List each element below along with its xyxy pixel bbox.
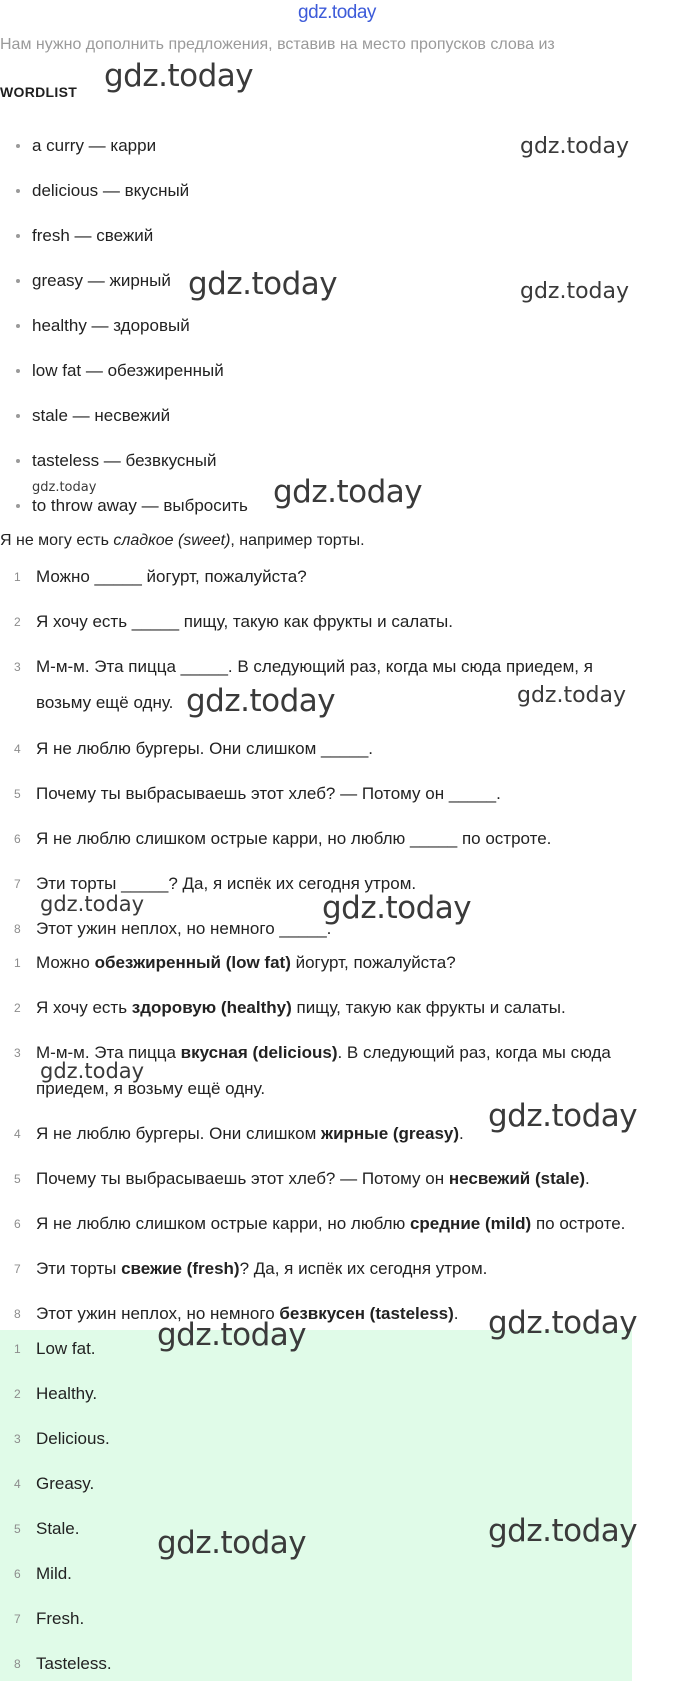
watermark: gdz.today	[520, 134, 630, 159]
bullet-icon	[16, 234, 20, 238]
watermark: gdz.today	[488, 1098, 638, 1134]
bullet-icon	[16, 369, 20, 373]
question-row-continuation: возьму ещё одну.	[36, 693, 174, 712]
question-row: 2 Я хочу есть _____ пищу, такую как фрукты и салаты.	[14, 612, 453, 631]
watermark: gdz.today	[322, 890, 472, 926]
question-row: 8 Этот ужин неплох, но немного _____.	[14, 919, 332, 938]
watermark: gdz.today	[157, 1317, 307, 1353]
wordlist-item: fresh — свежий	[16, 226, 153, 246]
filled-row: 2 Я хочу есть здоровую (healthy) пищу, такую как фрукты и салаты.	[14, 998, 566, 1017]
answer-row: 1 Low fat.	[14, 1339, 96, 1358]
answer-row: 3 Delicious.	[14, 1429, 110, 1448]
wordlist-item: low fat — обезжиренный	[16, 361, 224, 381]
watermark: gdz.today	[520, 279, 630, 304]
filled-row: 1 Можно обезжиренный (low fat) йогурт, пожалуйста?	[14, 953, 456, 972]
watermark: gdz.today	[157, 1525, 307, 1561]
answers-panel	[0, 1330, 632, 1681]
filled-row: 4 Я не люблю бургеры. Они слишком жирные (greasy).	[14, 1124, 464, 1143]
answer-row: 5 Stale.	[14, 1519, 80, 1538]
wordlist-item: stale — несвежий	[16, 406, 170, 426]
bullet-icon	[16, 324, 20, 328]
answer-row: 6 Mild.	[14, 1564, 72, 1583]
example-sentence: Я не могу есть сладкое (sweet), например торты.	[0, 532, 365, 549]
wordlist-item: a curry — карри	[16, 136, 156, 156]
site-logo[interactable]: gdz.today	[298, 2, 376, 23]
intro-text: Нам нужно дополнить предложения, вставив на место пропусков слова из	[0, 36, 555, 53]
watermark: gdz.today	[188, 266, 338, 302]
wordlist-item: greasy — жирный	[16, 271, 171, 291]
watermark: gdz.today	[517, 683, 627, 708]
watermark: gdz.today	[186, 683, 336, 719]
example-italic: сладкое (sweet)	[113, 532, 231, 549]
filled-row: 6 Я не люблю слишком острые карри, но люблю средние (mild) по остроте.	[14, 1214, 626, 1233]
watermark: gdz.today	[104, 58, 254, 94]
question-row: 5 Почему ты выбрасываешь этот хлеб? — Потому он _____.	[14, 784, 501, 803]
filled-row: 8 Этот ужин неплох, но немного безвкусен (tasteless).	[14, 1304, 459, 1323]
wordlist-item: healthy — здоровый	[16, 316, 190, 336]
watermark: gdz.today	[488, 1513, 638, 1549]
question-row: 1 Можно _____ йогурт, пожалуйста?	[14, 567, 307, 586]
wordlist-item: delicious — вкусный	[16, 181, 189, 201]
watermark: gdz.today	[273, 474, 423, 510]
wordlist-item: tasteless — безвкусный	[16, 451, 217, 471]
bullet-icon	[16, 144, 20, 148]
question-row: 7 Эти торты _____? Да, я испёк их сегодня утром.	[14, 874, 417, 893]
question-row: 4 Я не люблю бургеры. Они слишком _____.	[14, 739, 374, 758]
watermark: gdz.today	[488, 1305, 638, 1341]
answer-row: 8 Tasteless.	[14, 1654, 112, 1673]
bullet-icon	[16, 279, 20, 283]
watermark: gdz.today	[32, 480, 97, 495]
question-row: 3 М-м-м. Эта пицца _____. В следующий раз, когда мы сюда приедем, я	[14, 657, 593, 676]
answer-row: 4 Greasy.	[14, 1474, 95, 1493]
bullet-icon	[16, 459, 20, 463]
wordlist-item: to throw away — выбросить	[16, 496, 248, 516]
answer-row: 7 Fresh.	[14, 1609, 85, 1628]
bullet-icon	[16, 414, 20, 418]
watermark: gdz.today	[40, 892, 145, 916]
question-row: 6 Я не люблю слишком острые карри, но люблю _____ по остроте.	[14, 829, 552, 848]
filled-row: 5 Почему ты выбрасываешь этот хлеб? — Потому он несвежий (stale).	[14, 1169, 590, 1188]
filled-row: 7 Эти торты свежие (fresh)? Да, я испёк их сегодня утром.	[14, 1259, 488, 1278]
watermark: gdz.today	[40, 1059, 145, 1083]
filled-row: 3 М-м-м. Эта пицца вкусная (delicious). В следующий раз, когда мы сюда	[14, 1043, 611, 1062]
bullet-icon	[16, 504, 20, 508]
wordlist-title: WORDLIST	[0, 84, 78, 100]
filled-row-continuation: приедем, я возьму ещё одну.	[36, 1079, 266, 1098]
bullet-icon	[16, 189, 20, 193]
answer-row: 2 Healthy.	[14, 1384, 98, 1403]
